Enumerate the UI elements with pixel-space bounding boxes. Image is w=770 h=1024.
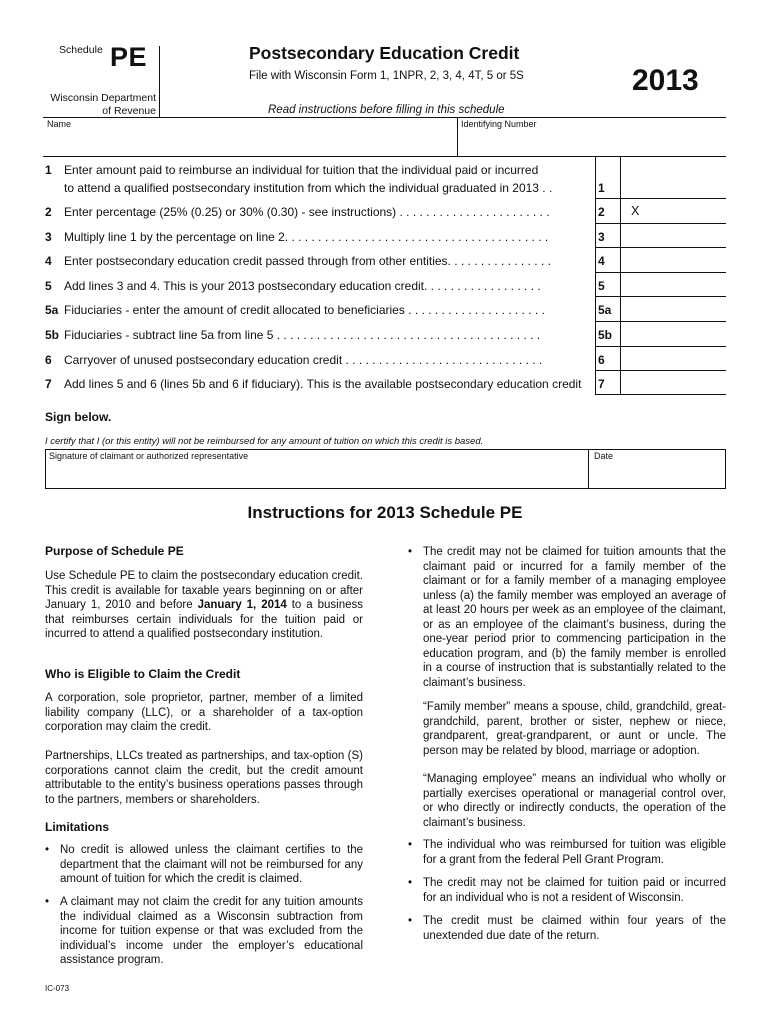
- purpose-paragraph: Use Schedule PE to claim the postsecondary education credit. This credit is available for taxable years beginning on or after January 1, 2010 and before January 1, 2014 to a business that reimburses certain individuals for the tuition paid or incurred to attend a qualified postsecondary institution.: [45, 570, 363, 640]
- form-title: Postsecondary Education Credit: [249, 43, 520, 63]
- line-2-x-mark: X: [631, 204, 640, 218]
- line-1-text-b: to attend a qualified postsecondary institution from which the individual graduated in 2013 . .: [64, 181, 553, 195]
- pell-grant-text: The individual who was reimbursed for tuition was eligible for a grant from the federal Pell Grant Program.: [423, 839, 726, 866]
- limitations-heading: Limitations: [45, 820, 110, 834]
- row-rule: [595, 198, 726, 199]
- file-with-note: File with Wisconsin Form 1, 1NPR, 2, 3, 4, 4T, 5 or 5S: [249, 70, 524, 82]
- signature-date-divider: [588, 449, 589, 489]
- certification-statement: I certify that I (or this entity) will not be reimbursed for any amount of tuition on which this credit is based.: [45, 436, 484, 447]
- eligible-heading: Who is Eligible to Claim the Credit: [45, 667, 241, 681]
- amount-column-right-rule: [620, 157, 621, 395]
- line-5-box-label[interactable]: 5: [598, 279, 605, 293]
- row-rule: [595, 272, 726, 273]
- row-rule: [595, 394, 726, 395]
- row-rule: [595, 247, 726, 248]
- line-6-text: Carryover of unused postsecondary education credit . . . . . . . . . . . . . . . . . . . . . . . . . . . . . .: [64, 353, 543, 367]
- line-number: 6: [45, 353, 52, 367]
- name-id-row: [43, 117, 726, 157]
- date-label: Date: [594, 451, 614, 461]
- line-7-text: Add lines 5 and 6 (lines 5b and 6 if fiduciary). This is the available postsecondary education credit: [64, 377, 582, 391]
- line-7-box-label[interactable]: 7: [598, 377, 605, 391]
- line-3-text: Multiply line 1 by the percentage on line 2. . . . . . . . . . . . . . . . . . . . . . . . . . . . . . . . . . . . . . . .: [64, 230, 549, 244]
- line-4-box-label[interactable]: 4: [598, 254, 605, 268]
- managing-employee-definition: “Managing employee” means an individual who wholly or partially exercises operational or managerial control over, or who directly or indirectly conducts, the operation of the claimant’s business.: [423, 773, 726, 829]
- bullet-icon: •: [408, 839, 413, 851]
- line-3-box-label[interactable]: 3: [598, 230, 605, 244]
- bullet-icon: •: [408, 877, 413, 889]
- line-5b-box-label[interactable]: 5b: [598, 328, 613, 342]
- line-number: 1: [45, 163, 52, 177]
- family-member-definition: “Family member” means a spouse, child, grandchild, great-grandchild, parent, brother or sister, nephew or niece, grandparent, great-grandparent, or aunt or uncle. The person may be related by blood, marriage or adoption.: [423, 701, 726, 757]
- eligible-paragraph-2: Partnerships, LLCs treated as partnerships, and tax-option (S) corporations cannot claim the credit, but the credit amount attributable to the entity’s business operations passes through to the partners, members or shareholders.: [45, 750, 363, 806]
- list-item: [408, 838, 726, 868]
- line-number: 5a: [45, 303, 59, 317]
- header-divider: [159, 46, 160, 118]
- name-id-divider: [457, 117, 458, 157]
- list-item: [45, 843, 363, 887]
- line-number: 4: [45, 254, 52, 268]
- identifying-number-label: Identifying Number: [461, 119, 537, 129]
- department-name: Wisconsin Department of Revenue: [50, 92, 156, 117]
- line-number: 2: [45, 205, 52, 219]
- line-4-text: Enter postsecondary education credit passed through from other entities. . . . . . . . . . . . . . . .: [64, 254, 551, 268]
- resident-text: The credit may not be claimed for tuition paid or incurred for an individual who is not a resident of Wisconsin.: [423, 877, 726, 904]
- limitation-1-text: No credit is allowed unless the claimant certifies to the department that the claimant will not be reimbursed for any amount of tuition for which the credit is claimed.: [60, 844, 363, 885]
- row-rule: [595, 346, 726, 347]
- read-instructions-note: Read instructions before filling in this schedule: [268, 104, 505, 116]
- limitation-2-text: A claimant may not claim the credit for any tuition amounts the individual claimed as a Wisconsin subtraction from income for tuition expense or that was excluded from the individual’s income under the employer’s educational assistance program.: [60, 896, 363, 966]
- line-2-box-label[interactable]: 2: [598, 205, 605, 219]
- form-code: IC-073: [45, 984, 70, 993]
- signature-label: Signature of claimant or authorized representative: [49, 451, 249, 461]
- schedule-code: PE: [110, 42, 148, 72]
- line-number: 3: [45, 230, 52, 244]
- list-item: [45, 895, 363, 969]
- row-rule: [595, 296, 726, 297]
- purpose-heading: Purpose of Schedule PE: [45, 544, 184, 558]
- line-number: 7: [45, 377, 52, 391]
- line-5b-text: Fiduciaries - subtract line 5a from line 5 . . . . . . . . . . . . . . . . . . . . . . . . . . . . . . . . . . . . . . . .: [64, 328, 541, 342]
- list-item: [408, 914, 726, 944]
- instructions-title: Instructions for 2013 Schedule PE: [247, 503, 523, 522]
- family-member-limitation-text: The credit may not be claimed for tuition amounts that the claimant paid or incurred for a family member of the claimant or for a family member of a managing employee unless (a) the family member was employed an average of at least 20 hours per week as an employee of the claimant, or as an employee of the claimant’s business, during the one-year period prior to commencing participation in the education program, and (b) the family member is enrolled in a course of instruction that is substantially related to the claimant’s business.: [423, 546, 726, 689]
- list-item: [408, 876, 726, 906]
- line-1-box-label[interactable]: 1: [598, 181, 605, 195]
- amount-column-left-rule: [595, 157, 596, 395]
- line-number: 5b: [45, 328, 60, 342]
- line-1-text-a: Enter amount paid to reimburse an individual for tuition that the individual paid or incurred: [64, 163, 539, 177]
- line-5-text: Add lines 3 and 4. This is your 2013 postsecondary education credit. . . . . . . . . . . . . . . . . .: [64, 279, 541, 293]
- name-field-label: Name: [47, 119, 72, 129]
- tax-year: 2013: [632, 64, 699, 97]
- bullet-icon: •: [45, 896, 50, 908]
- schedule-label: Schedule: [59, 44, 103, 56]
- row-rule: [595, 223, 726, 224]
- list-item: [408, 545, 726, 690]
- line-number: 5: [45, 279, 52, 293]
- line-5a-text: Fiduciaries - enter the amount of credit allocated to beneficiaries . . . . . . . . . . . . . . . . . . . . .: [64, 303, 545, 317]
- sign-below-heading: Sign below.: [45, 410, 112, 424]
- row-rule: [595, 321, 726, 322]
- eligible-paragraph-1: A corporation, sole proprietor, partner, member of a limited liability company (LLC), or a shareholder of a tax-option corporation may claim the credit.: [45, 692, 363, 733]
- line-5a-box-label[interactable]: 5a: [598, 303, 612, 317]
- line-2-text: Enter percentage (25% (0.25) or 30% (0.30) - see instructions) . . . . . . . . . . . . . . . . . . . . . . .: [64, 205, 550, 219]
- bullet-icon: •: [408, 546, 413, 558]
- four-years-text: The credit must be claimed within four years of the unextended due date of the return.: [423, 915, 726, 942]
- bullet-icon: •: [408, 915, 413, 927]
- line-6-box-label[interactable]: 6: [598, 353, 605, 367]
- row-rule: [595, 370, 726, 371]
- bullet-icon: •: [45, 844, 50, 856]
